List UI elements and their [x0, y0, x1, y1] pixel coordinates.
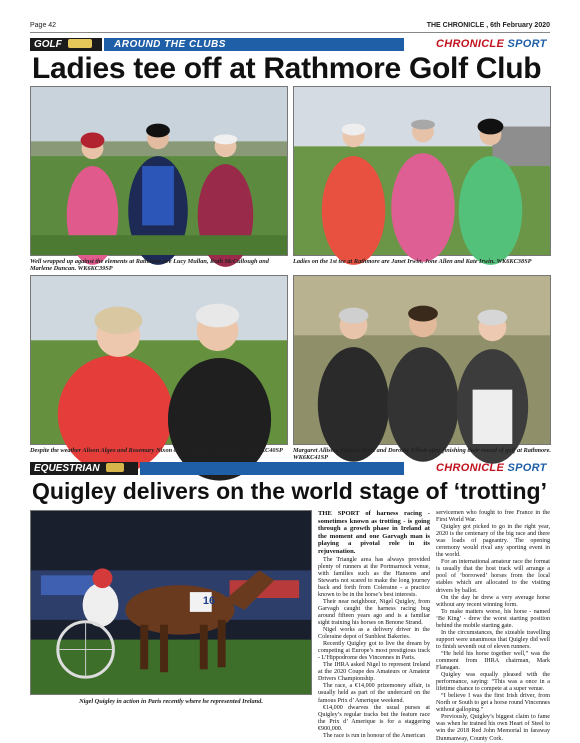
brand-sport: SPORT	[507, 462, 547, 474]
golf-photo-3	[30, 275, 288, 445]
brand-sport: SPORT	[507, 38, 547, 50]
equestrian-banner-bar	[140, 462, 404, 475]
article-paragraph: In the circumstances, the sizeable travelling support were unanimous that Quigley did well to finish seventh out of eleven runners.	[436, 629, 550, 650]
golf-ball-icon	[68, 39, 92, 48]
golf-caption-2: Ladies on the 1st tee at Rathmore are Janet Irwin, Jone Allen and Kate Irwin. WK6KC38SP	[293, 258, 532, 265]
brand-chronicle: CHRONICLE	[436, 462, 505, 474]
article-paragraph: Quigley was equally pleased with the performance, saying: “This was a once in a lifetime chance to compete at a super venue.	[436, 672, 550, 693]
golf-caption-3: Despite the weather Alison Algeo and Rosemary Nixon on the first tee at Rathmore. WK6KC40SP	[30, 447, 283, 454]
golf-brand	[436, 38, 547, 50]
golf-tag-label: GOLF	[34, 39, 62, 50]
article-lead: THE SPORT of harness racing - sometimes known as trotting - is going through a growth phase in Ireland at the moment and one Garvagh man is playing a pivotal role in its rejuvenation.	[318, 510, 430, 555]
article-paragraph: For an international amateur race the format is usually that the host track will arrange a pool of ‘borrowed’ horses from the local stables which are allocated to the visiting drivers by ballot.	[436, 559, 550, 594]
golf-headline: Ladies tee off at Rathmore Golf Club	[32, 52, 542, 85]
golf-photo-2-image	[294, 87, 550, 255]
page-number: Page 42	[30, 22, 57, 29]
article-paragraph: “He held his horse together well,” was the comment from IHRA chairman, Mark Flanagan.	[436, 650, 550, 672]
article-paragraph: €14,000 dwarves the usual purses at Quigley’s regular tracks but the feature race the Prix d’ Amerique is for a staggering €900,000.	[318, 704, 430, 732]
article-paragraph: The Triangle area has always provided plenty of runners at the Portmarnock venue, with families such as the Hansons and Stewarts not scared to make the long journey back and forth from Coleraine - a practice known to be in the horse’s best interests.	[318, 556, 430, 598]
horseshoe-icon	[106, 463, 124, 472]
masthead: THE CHRONICLE , 6th February 2020	[426, 22, 550, 29]
article-paragraph: Quigley got picked to go in the right year, 2020 is the centenary of the big race and there was loads of pageantry. The opening ceremony would rival any sporting event in the world.	[436, 524, 550, 559]
golf-caption-4: Margaret Allison, Shauna Park and Dorothy Elliott after finishing their round of golf at Rathmore. WK6KC41SP	[293, 447, 551, 462]
golf-photo-4	[293, 275, 551, 445]
trotting-photo-image	[31, 511, 311, 694]
article-paragraph: The race is run in honour of the American	[323, 732, 426, 739]
article-paragraph: Nigel works as a delivery driver in the Coleraine depot of Sunblest Bakeries.	[318, 627, 430, 641]
golf-subsection-tag: AROUND THE CLUBS	[104, 38, 404, 51]
trotting-photo	[30, 510, 312, 695]
article-paragraph: Their near neighbour, Nigel Quigley, from Garvagh caught the harness racing bug around fifteen years ago and is a familiar sight training his horses on Benone Strand.	[318, 598, 430, 626]
golf-photo-3-image	[31, 276, 287, 444]
saddle-cloth-number: 16	[202, 595, 216, 607]
golf-section-tag	[30, 38, 102, 51]
article-paragraph: Recently Quigley got to live the dream by competing at Europe’s most prestigious track - L’Hippodrome des Vincennes in Paris.	[318, 641, 430, 662]
article-paragraph: To make matters worse, his horse - named ‘Be King’ - drew the worst starting position behind the mobile starting gate.	[436, 608, 550, 629]
golf-photo-1-image	[31, 87, 287, 255]
article-paragraph: Previously, Quigley’s biggest claim to fame was when he trained his own Heart of Steel to win the 2018 Red John Memorial in faraway Dunmanway, County Cork.	[436, 714, 550, 742]
article-paragraph: On the day he drew a very average horse without any recent winning form.	[436, 594, 550, 608]
article-column-1	[318, 510, 430, 739]
brand-chronicle: CHRONICLE	[436, 38, 505, 50]
equestrian-brand	[436, 462, 547, 474]
article-paragraph: The race, a €14,000 prizemoney affair, is usually held as part of the undercard on the famous Prix d’ Amerique weekend.	[318, 683, 430, 704]
equestrian-section-tag	[30, 462, 138, 475]
golf-caption-1: Well wrapped up against the elements at Rathmore are Lucy Mullan, Ruth McCullough and Marlene Duncan. WK6KC39SP	[30, 258, 269, 273]
equestrian-tag-label: EQUESTRIAN	[34, 463, 100, 474]
article-paragraph: “I believe I was the first Irish driver, from North or South to get a horse round Vincennes without galloping.”	[436, 693, 550, 714]
golf-photo-2	[293, 86, 551, 256]
trotting-photo-caption: Nigel Quigley in action in Paris recently where he represented Ireland.	[79, 698, 263, 705]
article-column-2	[436, 510, 550, 742]
equestrian-headline: Quigley delivers on the world stage of ‘trotting’	[32, 478, 547, 504]
article-paragraph: The IHRA asked Nigel to represent Ireland at the 2020 Coupe des Amateurs or Amateur Drivers Championship.	[318, 662, 430, 683]
header-rule	[30, 32, 550, 33]
article-paragraph: servicemen who fought to free France in the First World War.	[436, 510, 550, 524]
golf-photo-4-image	[294, 276, 550, 444]
golf-photo-1	[30, 86, 288, 256]
